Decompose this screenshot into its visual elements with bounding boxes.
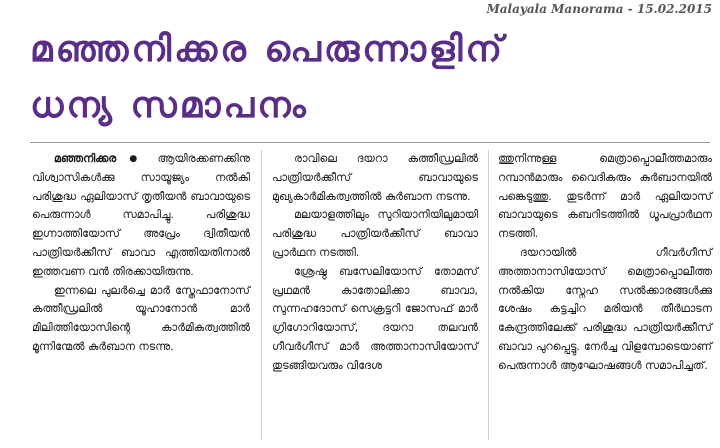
headline-line-1: മഞ്ഞനിക്കര പെരുന്നാളിന് bbox=[30, 29, 506, 70]
column-divider bbox=[488, 150, 489, 440]
article-column-1 bbox=[32, 150, 250, 357]
paragraph: ഇന്നലെ പുലർച്ചെ മാർ സ്തേഫാനോസ് കത്തീഡ്രലിൽ യൂഹാനോൻ മാർ മിലിത്തിയോസിന്റെ കാർമികത്വത്തിൽ മൂന്നിന്മേൽ കുർബാന നടന്നു. bbox=[32, 283, 250, 353]
headline-line-2: ധന്യ സമാപനം bbox=[30, 85, 309, 126]
article-column-3 bbox=[498, 150, 712, 376]
source-line: Malayala Manorama - 15.02.2015 bbox=[486, 2, 712, 16]
headline bbox=[30, 22, 710, 134]
paragraph: ത്തുനിന്നുള്ള മെത്രാപ്പൊലീത്തമാരും റമ്പാൻമാരും വൈദികരും കുർബാനയിൽ പങ്കെടുത്തു. തുടർന്ന് മാർ ഏലിയാസ് ബാവായുടെ കബറിടത്തിൽ ധൂപപ്രാർഥന നടത്തി. bbox=[498, 152, 712, 241]
column-divider bbox=[261, 150, 262, 440]
paragraph: ദയറായിൽ ഗീവർഗീസ് അത്താനാസിയോസ് മെത്രാപ്പൊലീത്ത നൽകിയ സ്നേഹ സൽക്കാരങ്ങൾക്കു ശേഷം കട്ടച്ചിറ മരിയൻ തീർഥാടന കേന്ദ്രത്തിലേക്ക് പരിശുദ്ധ പാത്രിയർക്കീസ് ബാവാ പുറപ്പെട്ടു. നേർച്ച വിളമ്പോടെയാണ് പെരുന്നാൾ ആഘോഷങ്ങൾ സമാപിച്ചത്. bbox=[498, 245, 712, 372]
dateline: മഞ്ഞനിക്കര bbox=[54, 152, 117, 165]
paragraph: രാവിലെ ദയറാ കത്തീഡ്രലിൽ പാത്രിയർക്കീസ് ബാവായുടെ മുഖ്യകാർമികത്വത്തിൽ കുർബാന നടന്നു. bbox=[272, 152, 478, 203]
headline-divider bbox=[30, 142, 710, 143]
paragraph-text: ആയിരക്കണക്കിനു വിശ്വാസികൾക്കു സായൂജ്യം നൽകി പരിശുദ്ധ ഏലിയാസ് തൃതീയൻ ബാവായുടെ പെരുന്നാൾ സമാപിച്ചു. പരിശുദ്ധ ഇഗ്നാത്തിയോസ് അപ്രേം ദ്വിതീയൻ പാത്രിയർക്കീസ് ബാവാ എത്തിയതിനാൽ ഇത്തവണ വൻ തിരക്കായിരുന്നു. bbox=[32, 152, 251, 278]
paragraph: മലയാളത്തിലും സുറിയാനിയിലുമായി പരിശുദ്ധ പാത്രിയർക്കീസ് ബാവാ പ്രാർഥന നടത്തി. bbox=[272, 208, 478, 259]
paragraph: ശ്രേഷ്ഠ ബസേലിയോസ് തോമസ് പ്രഥമൻ കാതോലിക്കാ ബാവാ, സുന്നഹദോസ് സെക്രട്ടറി ജോസഫ് മാർ ഗ്രിഗോറിയോസ്, ദയറാ തലവൻ ഗീവർഗീസ് മാർ അത്താനാസിയോസ് തുടങ്ങിയവരും വിദേശ bbox=[272, 264, 478, 372]
article-column-2 bbox=[272, 150, 478, 376]
paragraph bbox=[32, 150, 250, 282]
bullet-icon: ● bbox=[129, 154, 145, 164]
